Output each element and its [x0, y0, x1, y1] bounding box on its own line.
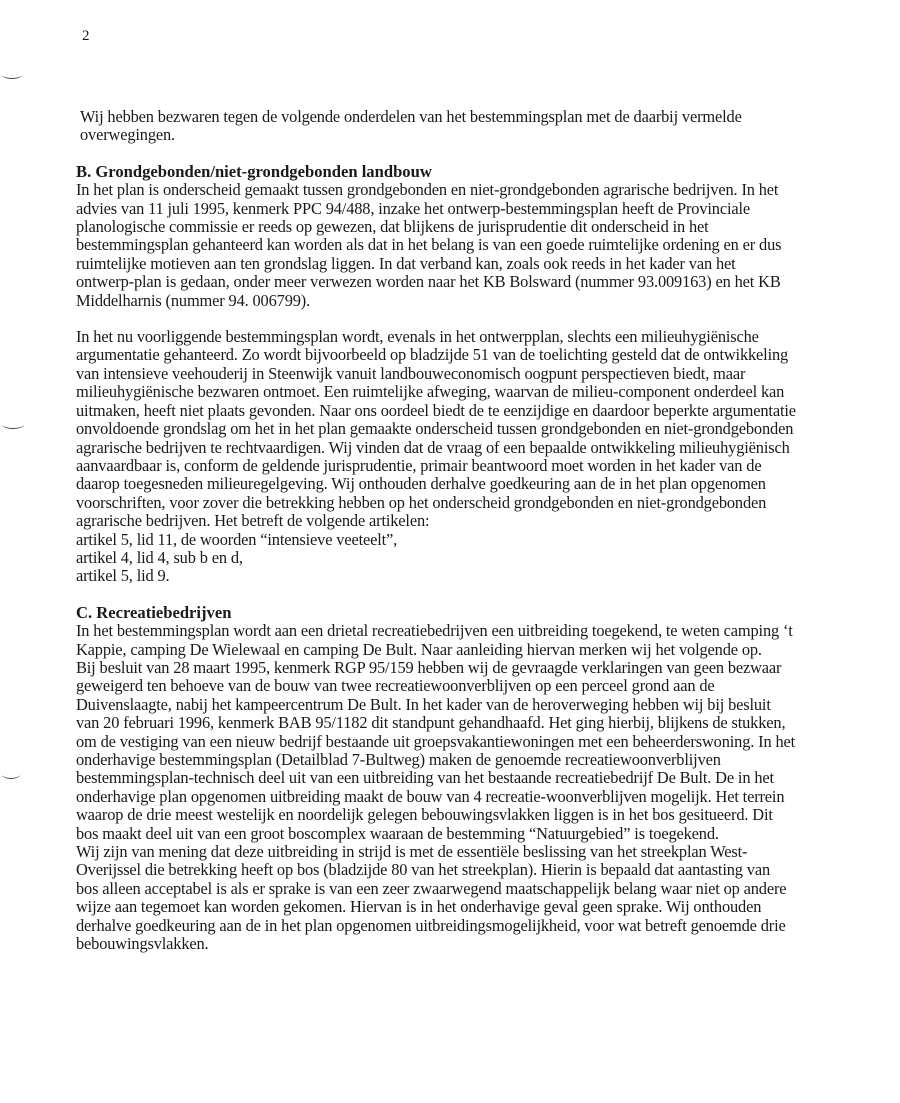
- paragraph: Wij zijn van mening dat deze uitbreiding in strijd is met de essentiële beslissing van het streekplan West-Overijssel die betrekking heeft op bos (bladzijde 80 van het streekplan). Hierin is bepaald dat aantasting van bos alleen acceptabel is als er sprake is van een zeer zwaarwegend maatschappelijk belang waar niet op andere wijze aan tegemoet kan worden gekomen. Hiervan is in het onderhavige geval geen sprake. Wij onthouden derhalve goedkeuring aan de in het plan opgenomen uitbreidingsmogelijkheid, voor wat betreft genoemde drie bebouwingsvlakken.: [76, 842, 787, 954]
- section-heading: B. Grondgebonden/niet-grondgebonden landbouw: [76, 161, 432, 181]
- scan-artifact: [2, 770, 20, 779]
- document-body: [76, 108, 796, 953]
- article-list: [76, 531, 796, 586]
- intro-paragraph: Wij hebben bezwaren tegen de volgende onderdelen van het bestemmingsplan met de daarbij vermelde overwegingen.: [80, 107, 742, 145]
- article-item: artikel 5, lid 9.: [76, 566, 170, 586]
- scan-artifact: [2, 420, 24, 429]
- page-number: 2: [82, 28, 90, 44]
- paragraph: In het plan is onderscheid gemaakt tussen grondgebonden en niet-grondgebonden agrarische bedrijven. In het advies van 11 juli 1995, kenmerk PPC 94/488, inzake het ontwerp-bestemmingsplan heeft de Provinciale planologische commissie er reeds op gewezen, dat blijkens de jurisprudentie dit onderscheid in het bestemmingsplan gehanteerd kan worden als dat in het belang is van een goede ruimtelijke ordening en er dus ruimtelijke motieven aan ten grondslag liggen. In dat verband kan, zoals ook reeds in het kader van het ontwerp-plan is gedaan, onder meer verwezen worden naar het KB Bolsward (nummer 93.009163) en het KB Middelharnis (nummer 94. 006799).: [76, 180, 782, 310]
- article-item: artikel 4, lid 4, sub b en d,: [76, 547, 243, 567]
- paragraph: In het nu voorliggende bestemmingsplan wordt, evenals in het ontwerpplan, slechts een milieuhygiënische argumentatie gehanteerd. Zo wordt bijvoorbeeld op bladzijde 51 van de toelichting gesteld dat de ontwikkeling van intensieve veehouderij in Steenwijk vanuit landbouweconomisch oogpunt perspectieven biedt, maar milieuhygiënische bezwaren ontmoet. Een ruimtelijke afweging, waarvan de milieu-component onderdeel kan uitmaken, heeft niet plaats gevonden. Naar ons oordeel biedt de te eenzijdige en daardoor beperkte argumentatie onvoldoende grondslag om het in het plan gemaakte onderscheid tussen grondgebonden en niet-grondgebonden agrarische bedrijven te rechtvaardigen. Wij vinden dat de vraag of een bepaalde ontwikkeling milieuhygiënisch aanvaardbaar is, conform de geldende jurisprudentie, primair beantwoord moet worden in het kader van de daarop toegesneden milieuregelgeving. Wij onthouden derhalve goedkeuring aan de in het plan opgenomen voorschriften, voor zover die betrekking hebben op het onderscheid grondgebonden en niet-grondgebonden agrarische bedrijven. Het betreft de volgende artikelen:: [76, 327, 796, 531]
- section-heading: C. Recreatiebedrijven: [76, 602, 232, 622]
- scan-artifact: [2, 70, 22, 79]
- paragraph: In het bestemmingsplan wordt aan een drietal recreatiebedrijven een uitbreiding toegekend, te weten camping ‘t Kappie, camping De Wielewaal en camping De Bult. Naar aanleiding hiervan merken wij het volgende op.: [76, 621, 793, 659]
- paragraph: Bij besluit van 28 maart 1995, kenmerk RGP 95/159 hebben wij de gevraagde verklaringen van geen bezwaar geweigerd ten behoeve van de bouw van twee recreatiewoonverblijven op een perceel grond aan de Duivenslaagte, nabij het kampeercentrum De Bult. In het kader van de heroverweging hebben wij bij besluit van 20 februari 1996, kenmerk BAB 95/1182 dit standpunt gehandhaafd. Het ging hierbij, blijkens de stukken, om de vestiging van een nieuw bedrijf bestaande uit groepsvakantiewoningen met een beheerderswoning. In het onderhavige bestemmingsplan (Detailblad 7-Bultweg) maken de genoemde recreatiewoonverblijven bestemmingsplan-technisch deel uit van een uitbreiding van het bestaande recreatiebedrijf De Bult. De in het onderhavige plan opgenomen uitbreiding maakt de bouw van 4 recreatie-woonverblijven mogelijk. Het terrein waarop de drie meest westelijk en noordelijk gelegen bebouwingsvlakken liggen is in het bos gesitueerd. Dit bos maakt deel uit van een groot boscomplex waaraan de bestemming “Natuurgebied” is toegekend.: [76, 657, 796, 843]
- article-item: artikel 5, lid 11, de woorden “intensieve veeteelt”,: [76, 529, 398, 549]
- section-b: [76, 163, 796, 586]
- section-c: [76, 604, 796, 954]
